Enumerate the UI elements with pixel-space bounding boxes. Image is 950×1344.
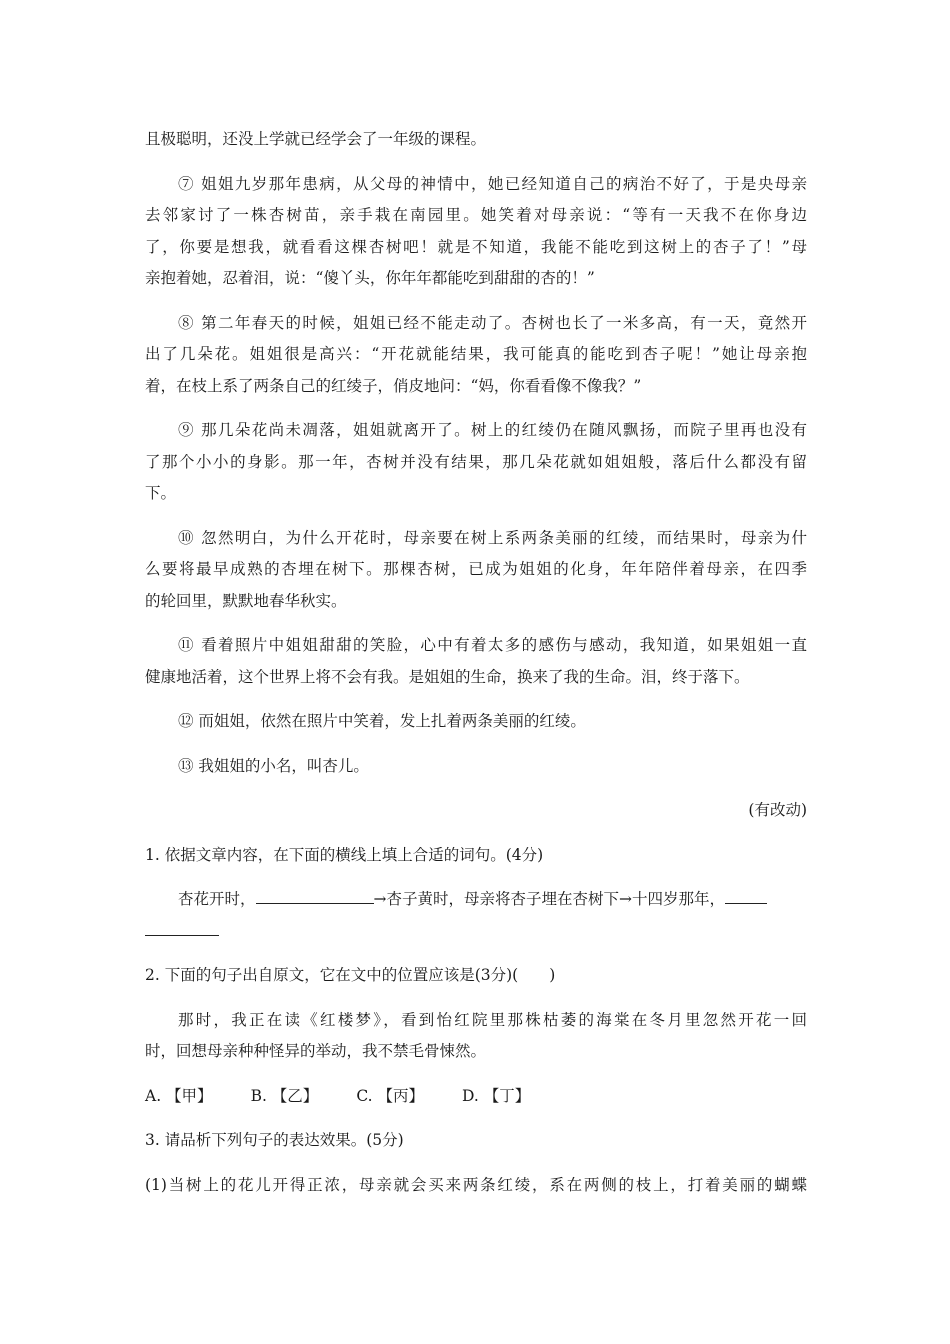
- paragraph-6-tail: 且极聪明，还没上学就已经学会了一年级的课程。: [145, 130, 487, 148]
- paragraph-12: ⑫ 而姐姐，依然在照片中笑着，发上扎着两条美丽的红绫。: [178, 712, 586, 730]
- text-line: ⑨ 那几朵花尚未凋落，姐姐就离开了。树上的红绫仍在随风飘扬，而院子里再也没有: [178, 421, 807, 439]
- text-line: 的轮回里，默默地春华秋实。: [145, 591, 347, 610]
- document-page: [145, 124, 807, 1201]
- answer-blank-2-continued[interactable]: [145, 921, 219, 936]
- text-line: 去邻家讨了一株杏树苗，亲手栽在南园里。她笑着对母亲说：“等有一天我不在你身边: [145, 206, 807, 224]
- paragraph-9: [145, 415, 807, 510]
- paragraph-7: [145, 169, 807, 295]
- text-line: ⑩ 忽然明白，为什么开花时，母亲要在树上系两条美丽的红绫，而结果时，母亲为什: [178, 528, 807, 547]
- paragraph-13: ⑬ 我姐姐的小名，叫杏儿。: [178, 756, 369, 775]
- text-line: 健康地活着，这个世界上将不会有我。是姐姐的生命，换来了我的生命。泪，终于落下。: [145, 667, 750, 686]
- fill-text-1: 杏花开时，: [178, 890, 256, 908]
- paragraph-11: [145, 630, 807, 693]
- question-2-quote: [145, 1005, 807, 1068]
- text-line: 么要将最早成熟的杏埋在树下。那棵杏树，已成为姐姐的化身，年年陪伴着母亲，在四季: [145, 560, 807, 578]
- question-3-item-1: (1)当树上的花儿开得正浓，母亲就会买来两条红绫，系在两侧的枝上，打着美丽的蝴蝶: [145, 1175, 807, 1194]
- text-line: 出了几朵花。姐姐很是高兴：“开花就能结果，我可能真的能吃到杏子呢！”她让母亲抱: [145, 345, 807, 363]
- question-2-stem: 2. 下面的句子出自原文，它在文中的位置应该是(3分)( ): [145, 966, 556, 984]
- text-line: 那时，我正在读《红楼梦》，看到怡红院里那株枯萎的海棠在冬月里忽然开花一回: [178, 1010, 807, 1029]
- fill-text-2: →杏子黄时，母亲将杏子埋在杏树下→十四岁那年，: [373, 890, 725, 908]
- text-line: ⑪ 看着照片中姐姐甜甜的笑脸，心中有着太多的感伤与感动，我知道，如果姐姐一直: [178, 636, 807, 654]
- text-line: 了那个小小的身影。那一年，杏树并没有结果，那几朵花就如姐姐般，落后什么都没有留: [145, 452, 807, 471]
- option-b[interactable]: B. 【乙】: [250, 1086, 319, 1105]
- paragraph-8: [145, 308, 807, 403]
- option-c[interactable]: C. 【丙】: [356, 1086, 424, 1105]
- adaptation-note: (有改动): [748, 801, 807, 819]
- text-line: ⑦ 姐姐九岁那年患病，从父母的神情中，她已经知道自己的病治不好了，于是央母亲: [178, 174, 807, 193]
- option-a[interactable]: A. 【甲】: [145, 1086, 213, 1105]
- answer-blank-1[interactable]: [256, 889, 374, 904]
- text-line: 时，回想母亲种种怪异的举动，我不禁毛骨悚然。: [145, 1042, 487, 1060]
- text-line: 了，你要是想我，就看看这棵杏树吧！就是不知道，我能不能吃到这树上的杏子了！”母: [145, 237, 807, 256]
- text-line: 亲抱着她，忍着泪，说：“傻丫头，你年年都能吃到甜甜的杏的！”: [145, 269, 595, 287]
- text-line: 着，在枝上系了两条自己的红绫子，俏皮地问：“妈，你看看像不像我？”: [145, 376, 642, 395]
- text-line: ⑧ 第二年春天的时候，姐姐已经不能走动了。杏树也长了一米多高，有一天，竟然开: [178, 313, 807, 332]
- option-d[interactable]: D. 【丁】: [461, 1086, 531, 1105]
- question-3-stem: 3. 请品析下列句子的表达效果。(5分): [145, 1131, 404, 1149]
- question-1-fill: [145, 884, 807, 947]
- answer-blank-2[interactable]: [725, 889, 767, 904]
- text-line: 下。: [145, 484, 177, 502]
- paragraph-10: [145, 523, 807, 618]
- question-1-stem: 1. 依据文章内容，在下面的横线上填上合适的词句。(4分): [145, 845, 544, 864]
- question-2-options: [145, 1081, 807, 1113]
